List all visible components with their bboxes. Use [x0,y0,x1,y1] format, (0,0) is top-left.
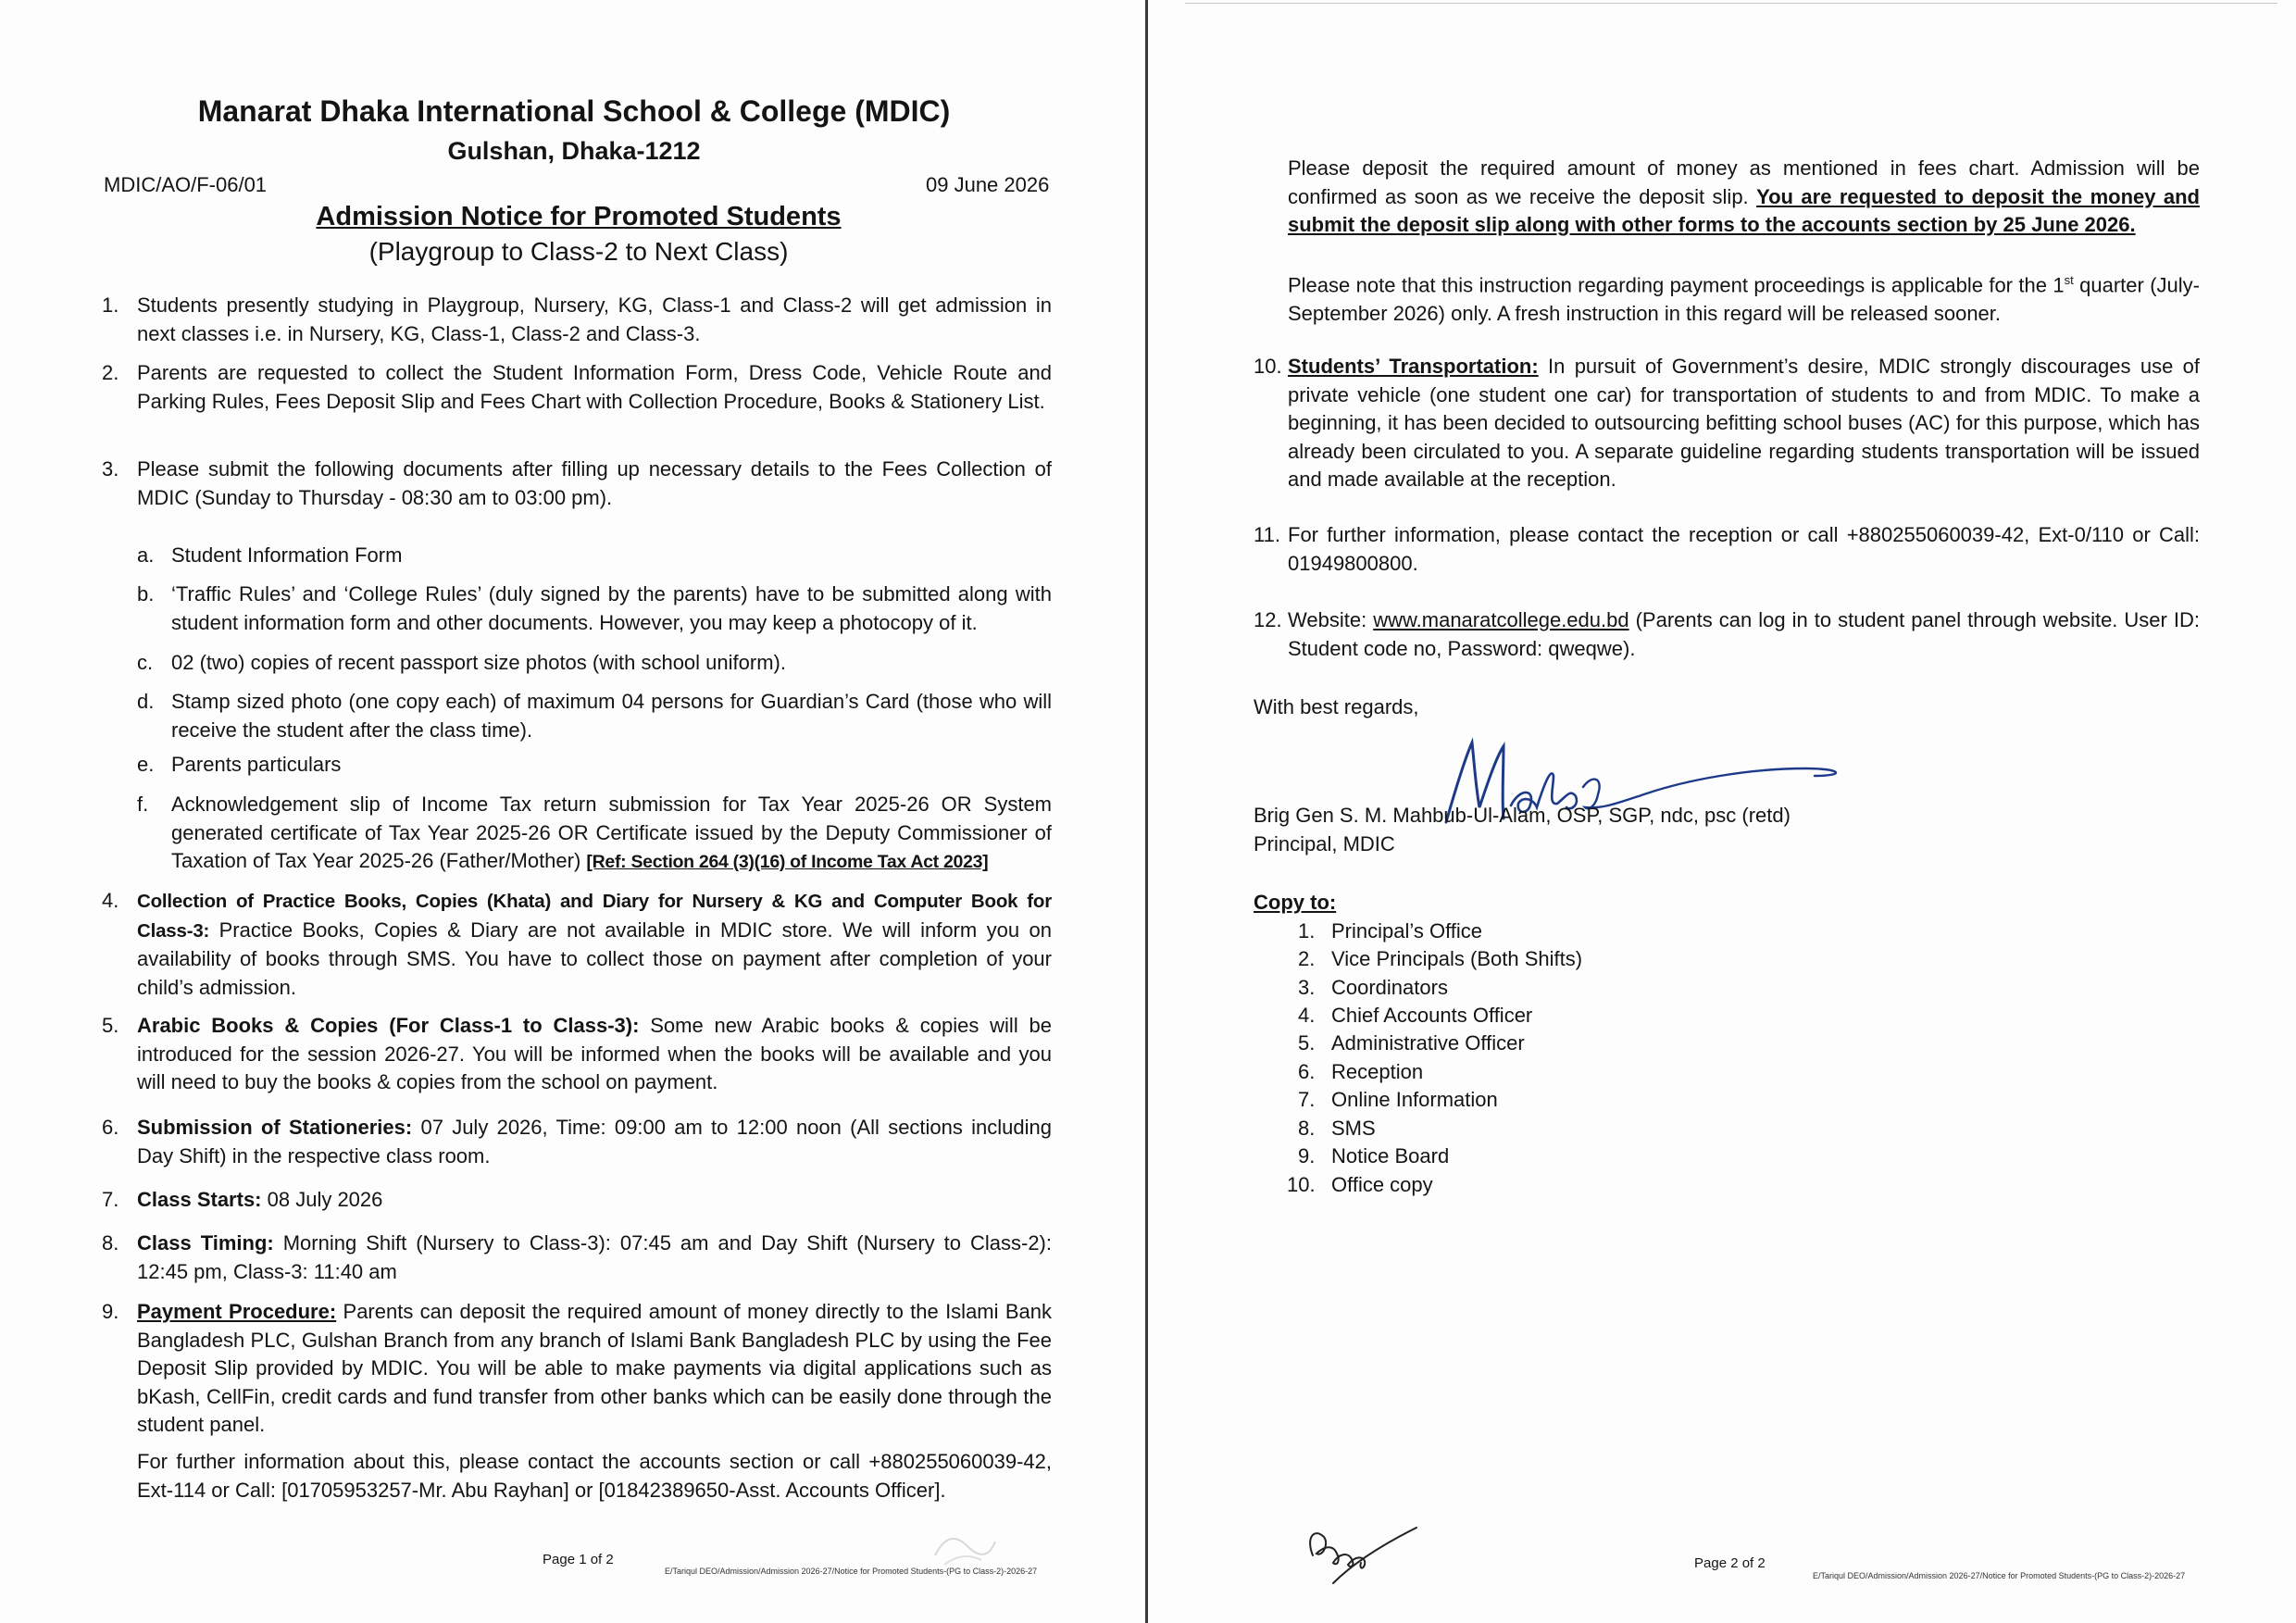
signatory-title: Principal, MDIC [1254,832,1395,855]
item-7-text: 08 July 2026 [261,1188,383,1211]
sub-item-a-text: Student Information Form [171,543,403,567]
closing-regards: With best regards, [1254,695,1419,718]
item-7-heading: Class Starts: [137,1188,262,1211]
item-8-block [137,1230,1052,1286]
item-2-number: 2. [102,361,119,384]
page-2-file-path: E/Tariqul DEO/Admission/Admission 2026-27/Notice for Promoted Students-(PG to Class-2)-2026-27 [1813,1571,2186,1580]
copy-to-item: 3. Coordinators [1298,976,1448,999]
reference-number: MDIC/AO/F-06/01 [104,173,268,196]
item-6-number: 6. [102,1116,119,1139]
item-4-text: Practice Books, Copies & Diary are not available in MDIC store. We will inform you on availability of books through SMS. You have to collect those on payment after completion of your child’s admission. [137,918,1052,999]
copy-to-item: 9. Notice Board [1298,1144,1450,1167]
website-link[interactable]: www.manaratcollege.edu.bd [1373,608,1629,631]
copy-to-item: 7. Online Information [1298,1088,1498,1111]
item-4-block [137,887,1052,1002]
item-5-text: Some new Arabic books & copies will be introduced for the session 2026-27. You will be informed when the books will be available and you will need to buy the books & copies from the school on payment. [137,1014,1052,1093]
sub-item-d-text: Stamp sized photo (one copy each) of maximum 04 persons for Guardian’s Card (those who will receive the student after the class time). [171,690,1052,742]
sub-item-e-text: Parents particulars [171,753,342,776]
item-6-heading: Submission of Stationeries: [137,1116,413,1139]
quarter-note-paragraph [1288,267,2200,328]
item-1-text: Students presently studying in Playgroup, Nursery, KG, Class-1 and Class-2 will get admission in next classes i.e. in Nursery, KG, Class-1, Class-2 and Class-3. [137,293,1052,345]
item-11-number: 11. [1254,523,1280,546]
page-2-number: Page 2 of 2 [1694,1555,1766,1571]
copy-to-item: 5. Administrative Officer [1298,1031,1525,1055]
sub-item-c-letter: c. [137,651,154,674]
item-5-block [137,1012,1052,1097]
copy-to-item: 10. Office copy [1287,1173,1433,1196]
item-10-heading: Students’ Transportation: [1288,355,1539,378]
item-7-block [137,1186,1052,1215]
quarter-note-superscript: st [2064,273,2074,287]
item-5-heading: Arabic Books & Copies (For Class-1 to Class-3): [137,1014,640,1037]
sub-item-c-text: 02 (two) copies of recent passport size photos (with school uniform). [171,651,786,674]
scan-edge-line [1185,3,2277,4]
page-1-file-path: E/Tariqul DEO/Admission/Admission 2026-27/Notice for Promoted Students-(PG to Class-2)-2026-27 [665,1567,1038,1576]
notice-page-1 [0,0,1145,1623]
item-9-contact-text: For further information about this, please contact the accounts section or call +880255060039-42, Ext-114 or Call: [01705953257-Mr. Abu Rayhan] or [01842389650-Asst. Accounts Officer]. [137,1450,1052,1502]
item-8-text: Morning Shift (Nursery to Class-3): 07:45 am and Day Shift (Nursery to Class-2): 12:45 pm, Class-3: 11:40 am [137,1231,1052,1283]
sub-item-f-text: Acknowledgement slip of Income Tax return submission for Tax Year 2025-26 OR System generated certificate of Tax Year 2025-26 OR Certificate issued by the Deputy Commissioner of Taxation of Tax Year 2025-26 (Father/Mother) [171,793,1052,872]
quarter-note-text-a: Please note that this instruction regarding payment proceedings is applicable for the 1 [1288,273,2065,297]
item-4-number: 4. [102,889,119,912]
item-12-number: 12. [1254,608,1282,631]
sub-item-f-block [171,791,1052,877]
item-3-text: Please submit the following documents after filling up necessary details to the Fees Collection of MDIC (Sunday to Thursday - 08:30 am to 03:00 pm). [137,457,1052,509]
copy-to-item: 8. SMS [1298,1117,1376,1140]
notice-subtitle: (Playgroup to Class-2 to Next Class) [368,237,789,266]
item-3-number: 3. [102,457,119,481]
copy-to-item: 2. Vice Principals (Both Shifts) [1298,947,1583,970]
sub-item-e-letter: e. [137,753,155,776]
faint-stamp-mark [926,1518,1000,1574]
page-1-number: Page 1 of 2 [543,1552,614,1567]
school-name: Manarat Dhaka International School & College (MDIC) [197,94,951,128]
copy-to-item: 6. Reception [1298,1060,1424,1083]
income-tax-reference: [Ref: Section 264 (3)(16) of Income Tax Act 2023] [586,852,989,872]
item-11-text: For further information, please contact the reception or call +880255060039-42, Ext-0/110 or Call: 01949800800. [1288,523,2200,575]
item-10-block [1288,353,2200,494]
school-address: Gulshan, Dhaka-1212 [447,137,701,165]
item-10-text: In pursuit of Government’s desire, MDIC strongly discourages use of private vehicle (one student one car) for transportation of students to and from MDIC. To make a beginning, it has been decided to outsourcing befitting school buses (AC) for this purpose, which has already been circulated to you. A separate guideline regarding students transportation will be issued and made available at the reception. [1288,355,2200,491]
sub-item-b-letter: b. [137,582,155,606]
item-5-number: 5. [102,1014,119,1037]
item-12-block [1288,606,2200,663]
initials-signature [1296,1509,1426,1592]
item-9-text: Parents can deposit the required amount of money directly to the Islami Bank Bangladesh PLC, Gulshan Branch from any branch of Islami Bank Bangladesh PLC by using the Fee Deposit Slip provided by MDIC. You will be able to make payments via digital applications such as bKash, CellFin, credit cards and fund transfer from other banks which can be easily done through the student panel. [137,1300,1052,1436]
item-2-text: Parents are requested to collect the Student Information Form, Dress Code, Vehicle Route and Parking Rules, Fees Deposit Slip and Fees Chart with Collection Procedure, Books & Stationery List. [137,361,1052,413]
item-4-heading: Collection of Practice Books, Copies (Khata) and Diary for Nursery & KG and Computer Book for Class-3: [137,891,1052,942]
item-7-number: 7. [102,1188,119,1211]
payment-paragraph-text: Please deposit the required amount of money as mentioned in fees chart. Admission will be confirmed as soon as we receive the deposit slip. [1288,156,2200,208]
item-8-number: 8. [102,1231,119,1255]
copy-to-item: 4. Chief Accounts Officer [1298,1004,1533,1027]
sub-item-a-letter: a. [137,543,155,567]
item-9-block [137,1298,1052,1440]
payment-paragraph [1288,155,2200,240]
notice-title: Admission Notice for Promoted Students [316,202,842,231]
item-12-text-a: Website: [1288,608,1374,631]
item-8-heading: Class Timing: [137,1231,274,1255]
notice-page-2 [1148,0,2296,1623]
payment-deadline-text: You are requested to deposit the money and submit the deposit slip along with other forms to the accounts section by 25 June 2026. [1288,184,2200,236]
quarter-note-text-b: quarter (July-September 2026) only. A fresh instruction in this regard will be released sooner. [1288,273,2200,325]
copy-to-item: 1. Principal’s Office [1298,919,1483,943]
item-10-number: 10. [1254,355,1282,378]
signatory-name: Brig Gen S. M. Mahbub-Ul-Alam, OSP, SGP, ndc, psc (retd) [1254,804,1791,827]
item-12-text-b: (Parents can log in to student panel through website. User ID: Student code no, Password: qweqwe). [1288,608,2200,660]
item-9-heading: Payment Procedure: [137,1300,337,1323]
notice-date: 09 June 2026 [926,173,1050,196]
sub-item-f-letter: f. [137,793,149,816]
item-1-number: 1. [102,293,119,317]
sub-item-d-letter: d. [137,690,155,713]
sub-item-b-text: ‘Traffic Rules’ and ‘College Rules’ (duly signed by the parents) have to be submitted along with student information form and other documents. However, you may keep a photocopy of it. [171,582,1052,634]
item-6-text: 07 July 2026, Time: 09:00 am to 12:00 noon (All sections including Day Shift) in the respective class room. [137,1116,1052,1167]
item-6-block [137,1114,1052,1170]
item-9-number: 9. [102,1300,119,1323]
copy-to-label: Copy to: [1254,891,1337,914]
